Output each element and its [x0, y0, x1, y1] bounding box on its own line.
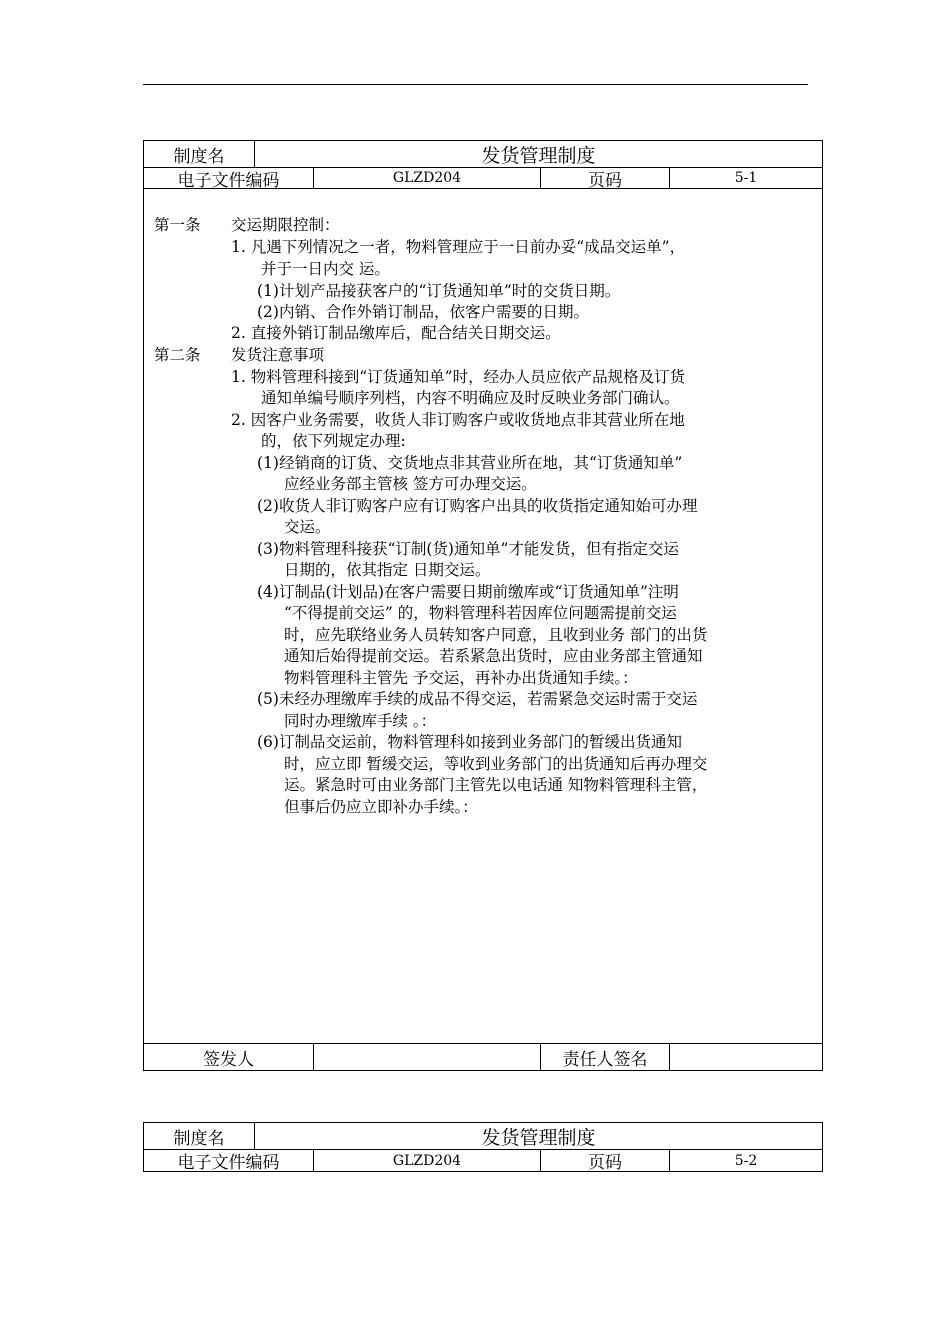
- article-2-item-1: 1. 物料管理科接到“订货通知单”时，经办人员应依产品规格及订货: [231, 368, 686, 386]
- article-2-label: 第二条: [154, 346, 201, 364]
- file-code-label: 电子文件编码: [144, 168, 314, 188]
- article-2-item-2: 2. 因客户业务需要，收货人非订购客户或收货地点非其营业所在地: [231, 411, 685, 429]
- article-2-sub-6-cont-3: 但事后仍应立即补办手续。：: [284, 798, 478, 816]
- file-code-value: GLZD204: [314, 1150, 541, 1171]
- article-2-sub-4-cont-1: “不得提前交运” 的，物料管理科若因库位问题需提前交运: [284, 604, 677, 622]
- article-2-sub-6-cont-2: 运。紧急时可由业务部门主管先以电话通 知物料管理科主管，: [284, 776, 708, 794]
- article-2-sub-5-cont: 同时办理缴库手续 。：: [284, 712, 437, 730]
- article-1-sub-1: (1)计划产品接获客户的“订货通知单”时的交货日期。: [257, 282, 621, 300]
- article-2-sub-1-cont: 应经业务部主管核 签方可办理交运。: [284, 475, 537, 493]
- header-code-row: [144, 168, 822, 189]
- article-1-sub-2: (2)内销、合作外销订制品，依客户需要的日期。: [257, 303, 589, 321]
- signature-row: [144, 1044, 822, 1070]
- header-code-row: [144, 1150, 822, 1171]
- article-2-sub-4-cont-4: 物料管理科主管先 予交运，再补办出货通知手续。：: [284, 669, 638, 687]
- page-number-label: 页码: [541, 1150, 670, 1171]
- article-1-item-1-cont: 并于一日内交 运。: [261, 260, 390, 278]
- article-2-item-1-cont: 通知单编号顺序列档，内容不明确应及时反映业务部门确认。: [261, 389, 680, 407]
- policy-title: 发货管理制度: [481, 1126, 596, 1149]
- file-code-value: GLZD204: [314, 168, 541, 188]
- article-2-sub-2-cont: 交运。: [284, 518, 331, 536]
- issuer-field[interactable]: [314, 1044, 541, 1070]
- responsible-signature-field[interactable]: [670, 1044, 822, 1070]
- policy-name-label: 制度名: [144, 1123, 255, 1149]
- policy-content: [144, 189, 822, 1044]
- article-2-sub-3-cont: 日期的，依其指定 日期交运。: [284, 561, 491, 579]
- header-title-row: [144, 141, 822, 168]
- policy-name-label: 制度名: [144, 141, 255, 167]
- article-2-sub-6: (6)订制品交运前，物料管理科如接到业务部门的暂缓出货通知: [257, 733, 682, 751]
- article-1-item-2: 2. 直接外销订制品缴库后，配合结关日期交运。: [231, 324, 561, 342]
- responsible-signature-label: 责任人签名: [541, 1044, 670, 1070]
- header-rule: [143, 84, 808, 85]
- article-2-title: 发货注意事项: [231, 346, 325, 364]
- article-2-sub-1: (1)经销商的订货、交货地点非其营业所在地，其“订货通知单”: [257, 454, 683, 472]
- article-2-sub-6-cont-1: 时，应立即 暂缓交运，等收到业务部门的出货通知后再办理交: [284, 755, 708, 773]
- article-2-sub-2: (2)收货人非订购客户应有订购客户出具的收货指定通知始可办理: [257, 497, 698, 515]
- policy-form-page-1: [143, 140, 823, 1071]
- article-1-item-1: 1. 凡遇下列情况之一者，物料管理应于一日前办妥“成品交运单”，: [231, 238, 686, 256]
- article-1-label: 第一条: [154, 216, 201, 234]
- page-number-value: 5-2: [734, 1152, 758, 1169]
- issuer-label: 签发人: [144, 1044, 314, 1070]
- article-1-title: 交运期限控制：: [231, 216, 340, 234]
- article-2-sub-4-cont-2: 时，应先联络业务人员转知客户同意，且收到业务 部门的出货: [284, 626, 708, 644]
- page-number-label: 页码: [541, 168, 670, 188]
- policy-form-page-2: [143, 1122, 823, 1172]
- article-2-sub-3: (3)物料管理科接获“订制(货)通知单”才能发货，但有指定交运: [257, 540, 679, 558]
- article-2-sub-4-cont-3: 通知后始得提前交运。若系紧急出货时，应由业务部主管通知: [284, 647, 703, 665]
- policy-title: 发货管理制度: [481, 144, 596, 167]
- header-title-row: [144, 1123, 822, 1150]
- file-code-label: 电子文件编码: [144, 1150, 314, 1171]
- article-2-item-2-cont: 的，依下列规定办理:: [261, 432, 406, 450]
- article-2-sub-5: (5)未经办理缴库手续的成品不得交运，若需紧急交运时需于交运: [257, 690, 698, 708]
- page-number-value: 5-1: [734, 170, 758, 186]
- article-2-sub-4: (4)订制品(计划品)在客户需要日期前缴库或“订货通知单”注明: [257, 583, 679, 601]
